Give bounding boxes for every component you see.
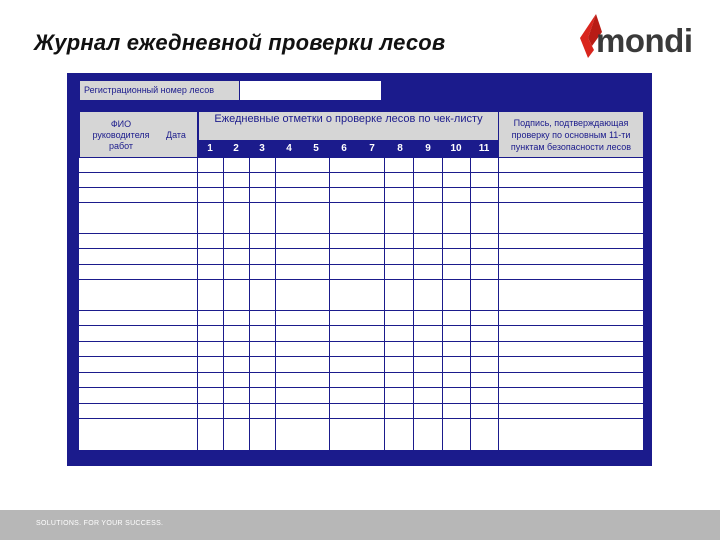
check-number: 7	[369, 143, 375, 154]
check-number: 2	[233, 143, 239, 154]
logo-wordmark: mondi	[596, 22, 693, 59]
mondi-logo	[574, 12, 704, 68]
header-fio: ФИО руководителя работ	[92, 119, 150, 151]
header-signature: Подпись, подтверждающая проверку по основным 11-ти пунктам безопасности лесов	[499, 112, 643, 157]
check-number: 4	[286, 143, 292, 154]
check-number: 8	[397, 143, 403, 154]
check-number: 9	[425, 143, 431, 154]
log-table-grid[interactable]	[79, 158, 643, 450]
check-number: 10	[450, 143, 462, 154]
page-title: Журнал ежедневной проверки лесов	[34, 30, 446, 55]
check-number: 5	[313, 143, 319, 154]
footer-bar	[0, 510, 720, 540]
check-number-row	[198, 141, 498, 157]
registration-field[interactable]	[80, 81, 381, 100]
check-number: 1	[207, 143, 213, 154]
header-fio-date	[80, 112, 197, 157]
header-daily-marks: Ежедневные отметки о проверке лесов по чек-листу	[199, 112, 498, 140]
header-date: Дата	[166, 130, 186, 140]
check-number: 6	[341, 143, 347, 154]
check-number: 3	[259, 143, 265, 154]
registration-label: Регистрационный номер лесов	[80, 81, 240, 100]
check-number: 11	[478, 143, 490, 154]
footer-slogan: SOLUTIONS. FOR YOUR SUCCESS.	[36, 520, 164, 527]
